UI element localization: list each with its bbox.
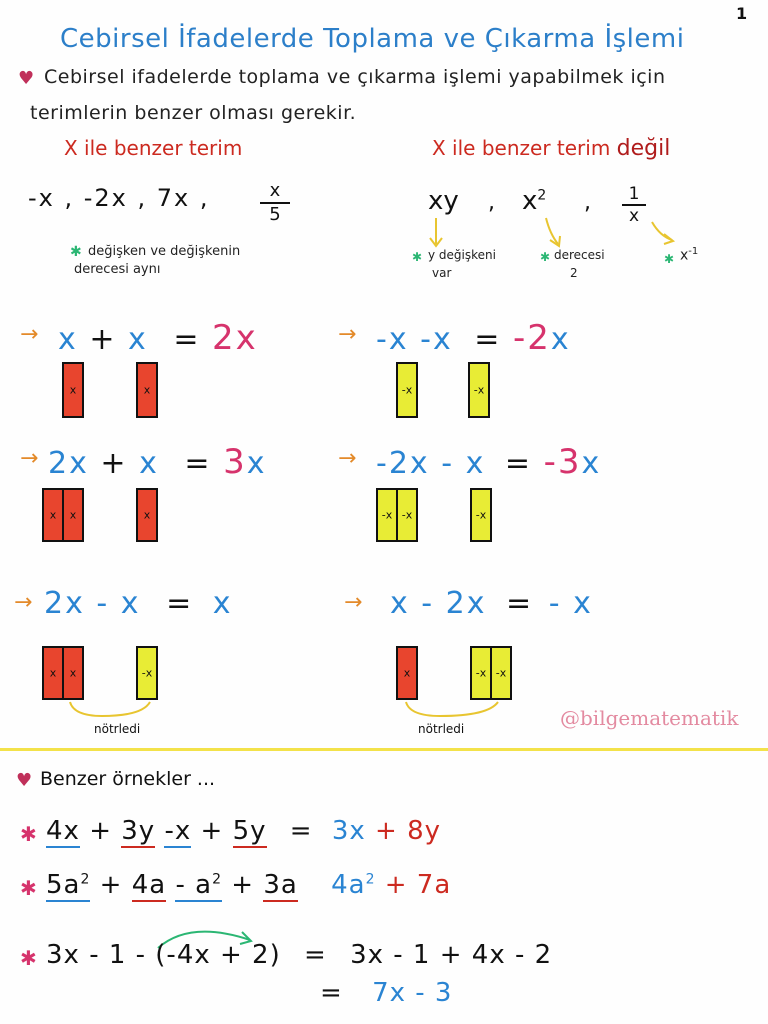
- comma-1: ,: [488, 190, 495, 215]
- ex1-result1: 3x: [331, 816, 366, 846]
- ex3-rhs2: 7x - 3: [372, 978, 453, 1008]
- ex2-plus1: +: [99, 870, 123, 900]
- ex2-plus2: +: [231, 870, 255, 900]
- eq-d-equals: =: [504, 446, 533, 481]
- eq-e-result: x: [212, 586, 233, 621]
- tile-x: [62, 488, 84, 542]
- arrow-icon: →: [20, 322, 39, 347]
- tile-label: x: [143, 508, 151, 522]
- left-terms: -x , -2x , 7x ,: [28, 184, 210, 212]
- heart-icon: ♥: [16, 770, 33, 791]
- tile-label: -x: [473, 383, 485, 397]
- right-note3: [680, 246, 698, 264]
- tile-neg-x: [396, 488, 418, 542]
- ex3-lhs: 3x - 1 - (-4x + 2): [46, 940, 281, 970]
- eq-c-lhs2: x: [139, 446, 159, 481]
- left-note-bullet: ✱: [70, 244, 82, 260]
- equation-e: [44, 586, 233, 621]
- ex2-term2: 4a: [131, 870, 167, 900]
- section-divider: [0, 748, 768, 751]
- right-note3-bullet: ✱: [664, 252, 675, 266]
- eq-b-equals: =: [474, 322, 502, 357]
- tile-label: -x: [495, 666, 507, 680]
- example-3: [46, 940, 552, 970]
- tile-label: -x: [141, 666, 153, 680]
- ex2-result1-exp: 2: [365, 871, 376, 888]
- arrow-icon: →: [338, 446, 357, 471]
- tile-label: -x: [381, 508, 393, 522]
- eq-d-lhs: -2x - x: [376, 446, 486, 481]
- tile-label: -x: [401, 508, 413, 522]
- tile-x: [42, 488, 64, 542]
- equation-c: [48, 442, 266, 482]
- right-term-x2: [522, 186, 546, 216]
- arrow-icon: →: [14, 590, 33, 615]
- ex2-result1-base: 4a: [331, 870, 366, 900]
- equation-a: [58, 318, 258, 358]
- ex3-result-var: [372, 978, 452, 1008]
- tile-neg-x: [376, 488, 398, 542]
- eq-e-lhs2: x: [120, 586, 141, 621]
- tile-label: x: [69, 666, 77, 680]
- eq-b-result-var: x: [550, 322, 571, 357]
- ex2-result2: + 7a: [384, 870, 452, 900]
- right-heading-negation: değil: [616, 136, 671, 161]
- left-fraction-num: x: [260, 180, 290, 204]
- ex2-term3: [175, 870, 222, 902]
- ex1-result2: + 8y: [375, 816, 442, 846]
- eq-e-lhs1: 2x: [44, 586, 85, 621]
- eq-a-lhs2: x: [128, 322, 148, 357]
- ex1-equals: =: [289, 816, 313, 846]
- right-heading: [432, 136, 670, 161]
- tile-label: x: [49, 508, 57, 522]
- eq-c-result-num: 3: [223, 442, 247, 482]
- bullet-icon: ✱: [20, 822, 37, 846]
- heart-icon: ♥: [18, 68, 35, 89]
- tile-neg-x: [470, 646, 492, 700]
- right-note1-a: y değişkeni: [428, 248, 496, 262]
- right-term-xy: xy: [428, 186, 459, 216]
- right-heading-main: X ile benzer terim: [432, 136, 611, 160]
- eq-b-lhs: -x -x: [376, 322, 453, 357]
- equation-f: [390, 586, 593, 621]
- notr-label-right: nötrledi: [418, 722, 465, 736]
- left-heading: X ile benzer terim: [64, 136, 243, 160]
- notr-label-left: nötrledi: [94, 722, 141, 736]
- tile-x: [396, 646, 418, 700]
- ex2-term1: [46, 870, 90, 902]
- notr-brace-left: [64, 700, 164, 722]
- examples-heading: Benzer örnekler ...: [40, 768, 216, 790]
- tile-label: -x: [475, 666, 487, 680]
- ex2-result1: [331, 870, 375, 900]
- tile-label: x: [143, 383, 151, 397]
- tile-x: [62, 362, 84, 418]
- equation-d: [376, 442, 601, 482]
- intro-line-1: Cebirsel ifadelerde toplama ve çıkarma işlemi yapabilmek için: [44, 66, 666, 88]
- example-3-line2: [320, 978, 452, 1008]
- right-note2-bullet: ✱: [540, 250, 551, 264]
- tile-neg-x: [470, 488, 492, 542]
- arrow-icon: →: [20, 446, 39, 471]
- right-note1-bullet: ✱: [412, 250, 423, 264]
- right-note1-b: var: [432, 266, 452, 280]
- ex3-equals2: =: [320, 978, 343, 1008]
- comma-2: ,: [584, 190, 591, 215]
- bullet-icon: ✱: [20, 946, 37, 970]
- eq-b-result-num: -2: [512, 318, 551, 358]
- left-note-b: derecesi aynı: [74, 262, 161, 277]
- tile-neg-x: [136, 646, 158, 700]
- right-note3-exp: -1: [688, 246, 699, 257]
- eq-d-result-var: x: [581, 446, 602, 481]
- tile-neg-x: [490, 646, 512, 700]
- eq-a-lhs1: x: [58, 322, 78, 357]
- eq-a-equals: =: [173, 322, 201, 357]
- right-fraction-num: 1: [622, 184, 646, 206]
- arrow-icon: →: [344, 590, 363, 615]
- equation-b: [376, 318, 571, 358]
- right-fraction-den: x: [628, 206, 640, 226]
- ex2-term1-exp: 2: [80, 871, 91, 888]
- left-fraction: [260, 180, 290, 226]
- tile-label: x: [69, 383, 77, 397]
- left-note-a: değişken ve değişkenin: [88, 244, 241, 259]
- eq-e-equals: =: [166, 586, 194, 621]
- eq-c-equals: =: [184, 446, 212, 481]
- right-term-x2-exp: 2: [537, 187, 547, 204]
- tile-label: -x: [475, 508, 487, 522]
- arrow-icon: →: [338, 322, 357, 347]
- watermark: @bilgematematik: [560, 706, 739, 730]
- left-fraction-den: 5: [269, 204, 281, 225]
- ex3-equals1: =: [304, 940, 327, 970]
- ex2-term4: 3a: [263, 870, 298, 900]
- ex1-term1: 4x: [46, 816, 80, 846]
- tile-x: [136, 362, 158, 418]
- intro-line-2: terimlerin benzer olması gerekir.: [30, 102, 357, 124]
- tile-label: x: [49, 666, 57, 680]
- eq-a-result: 2x: [212, 318, 258, 358]
- tile-label: -x: [401, 383, 413, 397]
- ex1-term4: 5y: [232, 816, 267, 846]
- ex3-rhs1: 3x - 1 + 4x - 2: [350, 940, 553, 970]
- right-term-x2-base: x: [522, 186, 538, 216]
- ex1-plus1: +: [89, 816, 112, 846]
- tile-x: [62, 646, 84, 700]
- right-note2-b: 2: [570, 266, 578, 280]
- eq-d-result-num: -3: [543, 442, 582, 482]
- eq-c-op: +: [100, 446, 128, 481]
- tile-neg-x: [396, 362, 418, 418]
- page-title: Cebirsel İfadelerde Toplama ve Çıkarma İşlemi: [60, 24, 685, 54]
- eq-f-lhs: x - 2x: [390, 586, 487, 621]
- notr-brace-right: [400, 700, 510, 722]
- bullet-icon: ✱: [20, 876, 37, 900]
- ex1-term2: 3y: [121, 816, 156, 846]
- eq-f-result: - x: [548, 586, 593, 621]
- tile-neg-x: [468, 362, 490, 418]
- tile-x: [42, 646, 64, 700]
- right-note3-base: x: [680, 247, 689, 264]
- eq-c-lhs1: 2x: [48, 446, 89, 481]
- tile-label: x: [69, 508, 77, 522]
- eq-f-equals: =: [506, 586, 534, 621]
- ex1-term3: -x: [164, 816, 192, 846]
- eq-c-result-var: x: [246, 446, 267, 481]
- ex2-term3-base: - a: [175, 870, 213, 900]
- ex1-plus2: +: [200, 816, 224, 846]
- example-2: [46, 870, 451, 900]
- ex2-term3-exp: 2: [212, 871, 222, 888]
- example-1: [46, 816, 441, 846]
- eq-e-op: -: [96, 586, 110, 621]
- eq-a-op: +: [89, 322, 117, 357]
- tile-x: [136, 488, 158, 542]
- ex2-term1-base: 5a: [46, 870, 81, 900]
- right-note2-a: derecesi: [554, 248, 605, 262]
- page-number: 1: [736, 4, 748, 23]
- tile-label: x: [403, 666, 411, 680]
